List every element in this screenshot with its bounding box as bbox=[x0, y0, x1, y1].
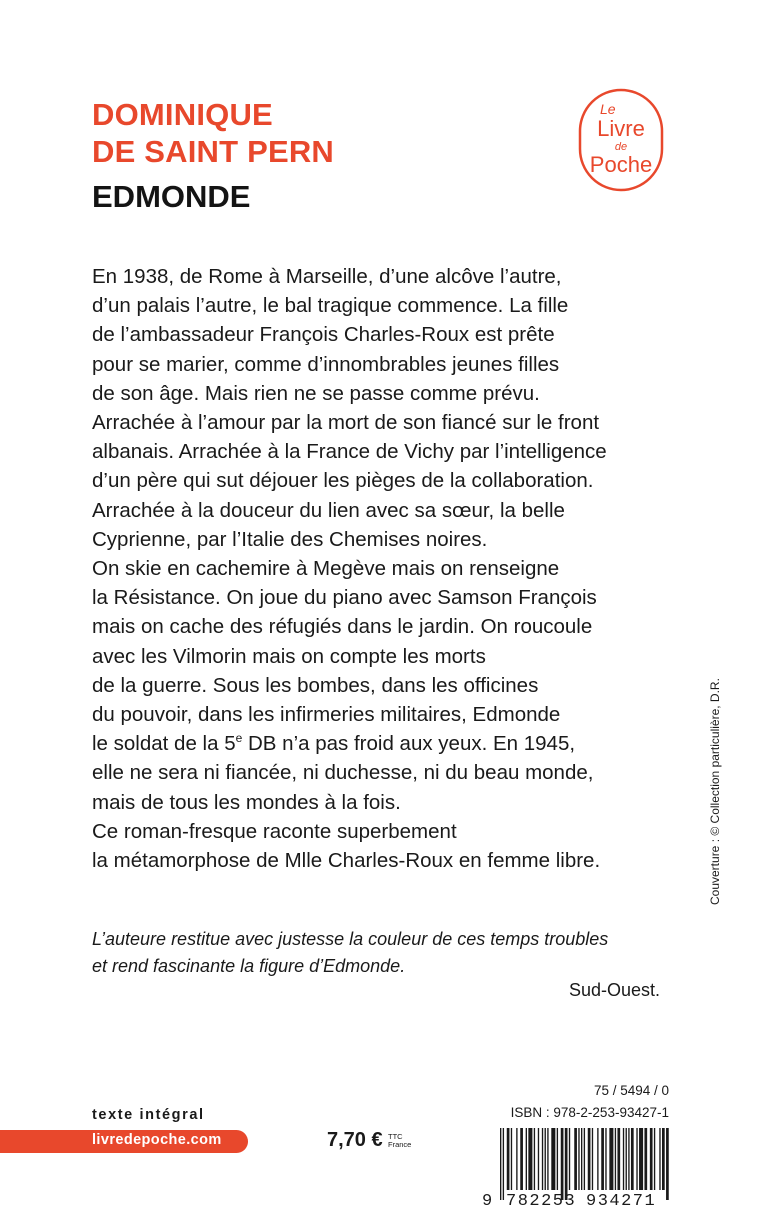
barcode-bar bbox=[557, 1128, 558, 1190]
barcode-bar bbox=[538, 1128, 539, 1190]
author-line-2: DE SAINT PERN bbox=[92, 134, 335, 169]
blurb-line: la métamorphose de Mlle Charles-Roux en femme libre. bbox=[92, 849, 601, 873]
blurb-line: mais on cache des réfugiés dans le jardin. On roucoule bbox=[92, 615, 593, 639]
barcode-bar bbox=[528, 1128, 532, 1190]
barcode-digit-first: 9 bbox=[482, 1192, 493, 1211]
barcode-bar bbox=[644, 1128, 647, 1190]
blurb-text bbox=[92, 262, 692, 875]
quote-line-1: L’auteure restitue avec justesse la couleur de ces temps troubles bbox=[92, 929, 609, 949]
price: 7,70 € bbox=[327, 1129, 383, 1151]
barcode-bar bbox=[666, 1128, 669, 1200]
book-title: EDMONDE bbox=[92, 179, 251, 214]
logo-word-livre: Livre bbox=[597, 116, 645, 141]
blurb-line: Arrachée à l’amour par la mort de son fiancé sur le front bbox=[92, 411, 600, 435]
barcode-bar bbox=[650, 1128, 653, 1190]
barcode-bar bbox=[500, 1128, 501, 1200]
barcode-bar bbox=[584, 1128, 585, 1190]
barcode-bar bbox=[520, 1128, 523, 1190]
price-note bbox=[388, 1133, 411, 1149]
barcode-bar bbox=[659, 1128, 660, 1190]
barcode-bar bbox=[561, 1128, 564, 1200]
blurb-line: de son âge. Mais rien ne se passe comme prévu. bbox=[92, 381, 540, 405]
barcode-bar bbox=[547, 1128, 548, 1190]
barcode-bar bbox=[628, 1128, 629, 1190]
blurb-line: de l’ambassadeur François Charles-Roux est prête bbox=[92, 323, 555, 347]
catalog-code: 75 / 5494 / 0 bbox=[593, 1083, 669, 1098]
barcode-bar bbox=[623, 1128, 624, 1190]
logo-word-le: Le bbox=[600, 101, 616, 117]
blurb-line-part: DB n’a pas froid aux yeux. En 1945, bbox=[242, 732, 576, 756]
quote-source: Sud-Ouest. bbox=[568, 980, 660, 1000]
barcode-bar bbox=[588, 1128, 591, 1190]
blurb-line: Ce roman-fresque raconte superbement bbox=[92, 819, 457, 843]
author-line-1: DOMINIQUE bbox=[92, 97, 273, 132]
logo-word-de: de bbox=[614, 141, 628, 153]
barcode-bar bbox=[565, 1128, 568, 1200]
barcode-bar bbox=[542, 1128, 543, 1190]
barcode-bar bbox=[654, 1128, 655, 1190]
barcode-bar bbox=[551, 1128, 555, 1190]
barcode-bar bbox=[534, 1128, 535, 1190]
barcode-bar bbox=[545, 1128, 546, 1190]
price-country: France bbox=[388, 1140, 412, 1149]
price-ttc: TTC bbox=[388, 1132, 403, 1141]
barcode-bar bbox=[605, 1128, 606, 1190]
barcode-bar bbox=[636, 1128, 637, 1190]
barcode-digits-right: 934271 bbox=[586, 1192, 657, 1211]
blurb-line: On skie en cachemire à Megève mais on renseigne bbox=[92, 557, 560, 581]
barcode-bar bbox=[569, 1128, 570, 1190]
press-quote bbox=[92, 926, 672, 980]
barcode-bar bbox=[662, 1128, 665, 1190]
barcode-bar bbox=[631, 1128, 634, 1190]
blurb-line: d’un palais l’autre, le bal tragique commence. La fille bbox=[92, 294, 569, 318]
livre-de-poche-logo bbox=[578, 88, 664, 192]
blurb-line-part: le soldat de la 5 bbox=[92, 732, 236, 756]
website-link[interactable]: livredepoche.com bbox=[92, 1132, 222, 1148]
barcode-bar bbox=[574, 1128, 577, 1190]
barcode-bar bbox=[526, 1128, 527, 1190]
blurb-line: du pouvoir, dans les infirmeries militaires, Edmonde bbox=[92, 703, 561, 727]
blurb-line bbox=[92, 729, 692, 758]
ordinal-superscript: e bbox=[235, 731, 243, 746]
blurb-line: avec les Vilmorin mais on compte les morts bbox=[92, 644, 486, 668]
blurb-line: Cyprienne, par l’Italie des Chemises noires. bbox=[92, 527, 488, 551]
barcode-bar bbox=[626, 1128, 627, 1190]
barcode-bar bbox=[581, 1128, 582, 1190]
texte-integral-label: texte intégral bbox=[92, 1107, 205, 1123]
barcode-bar bbox=[592, 1128, 593, 1190]
quote-line-2: et rend fascinante la figure d’Edmonde. bbox=[92, 956, 406, 976]
barcode-digits bbox=[482, 1192, 672, 1220]
cover-credit-text: Couverture : © Collection particulière, D.R. bbox=[708, 678, 722, 905]
barcode-bar bbox=[503, 1128, 504, 1200]
blurb-line: albanais. Arrachée à la France de Vichy par l’intelligence bbox=[92, 440, 607, 464]
logo-word-poche: Poche bbox=[589, 152, 653, 177]
isbn: ISBN : 978-2-253-93427-1 bbox=[510, 1105, 669, 1120]
blurb-line: En 1938, de Rome à Marseille, d’une alcôve l’autre, bbox=[92, 265, 562, 288]
blurb-line: Arrachée à la douceur du lien avec sa sœur, la belle bbox=[92, 498, 565, 522]
barcode-bar bbox=[601, 1128, 604, 1190]
blurb-line: la Résistance. On joue du piano avec Samson François bbox=[92, 586, 597, 610]
barcode-bar bbox=[617, 1128, 620, 1190]
barcode-bar bbox=[597, 1128, 598, 1190]
blurb-line: de la guerre. Sous les bombes, dans les officines bbox=[92, 673, 539, 697]
barcode-bar bbox=[507, 1128, 510, 1190]
barcode-bar bbox=[609, 1128, 613, 1190]
barcode-bar bbox=[578, 1128, 579, 1190]
barcode-bar bbox=[615, 1128, 616, 1190]
barcode-bar bbox=[639, 1128, 643, 1190]
blurb-line: elle ne sera ni fiancée, ni duchesse, ni du beau monde, bbox=[92, 761, 594, 785]
barcode-bar bbox=[516, 1128, 517, 1190]
blurb-line: mais de tous les mondes à la fois. bbox=[92, 790, 401, 814]
blurb-line: d’un père qui sut déjouer les pièges de la collaboration. bbox=[92, 469, 594, 493]
author-name bbox=[92, 96, 334, 170]
blurb-line: pour se marier, comme d’innombrables jeunes filles bbox=[92, 352, 560, 376]
barcode bbox=[500, 1128, 670, 1200]
barcode-digits-left: 782253 bbox=[506, 1192, 577, 1211]
barcode-bar bbox=[511, 1128, 512, 1190]
website-bar bbox=[0, 1130, 248, 1153]
